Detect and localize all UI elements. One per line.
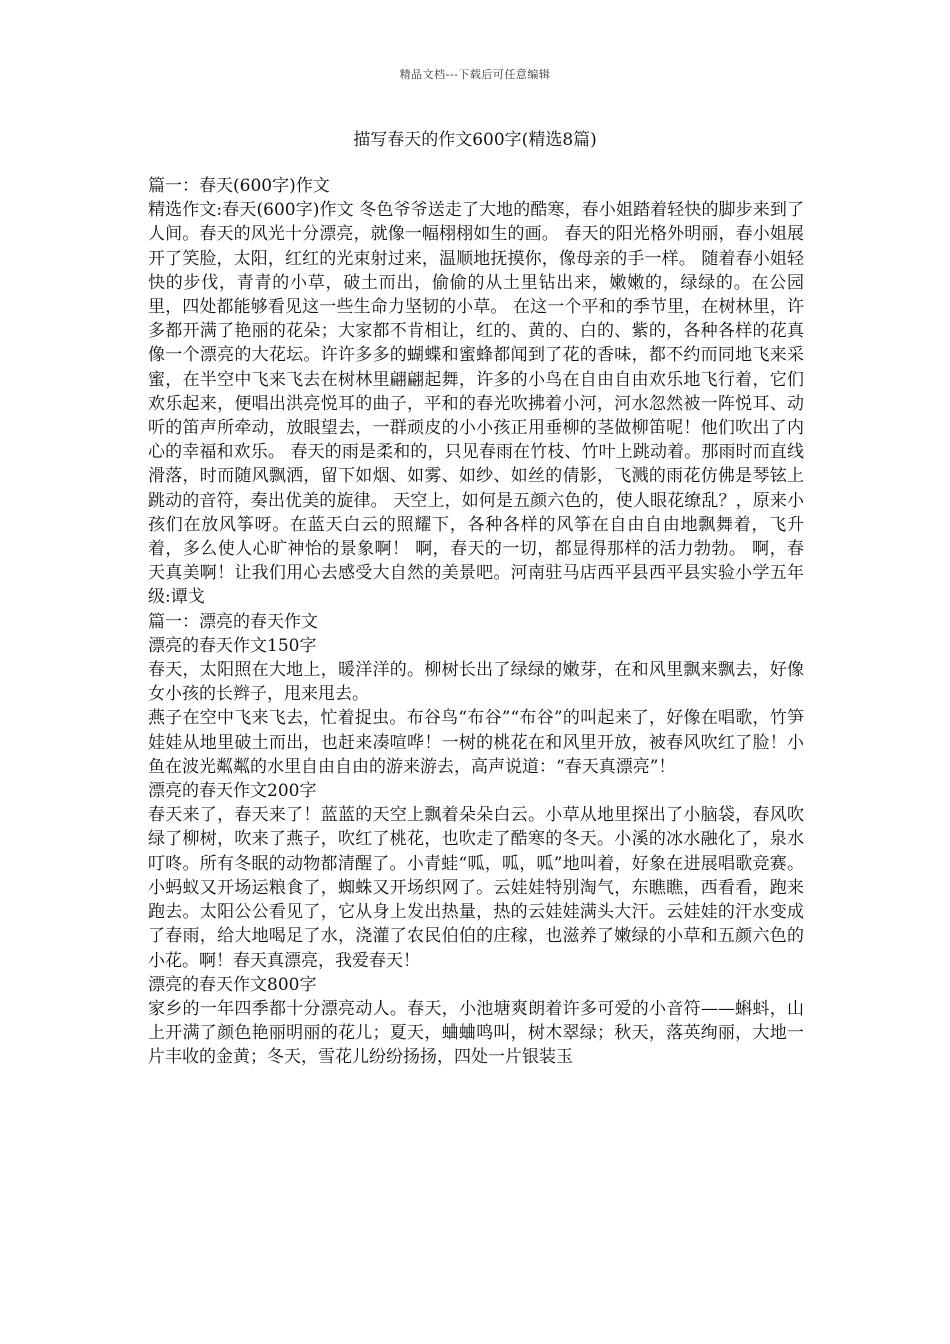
subsection-heading: 漂亮的春天作文800字 bbox=[148, 974, 317, 995]
body-paragraph: 家乡的一年四季都十分漂亮动人。春天，小池塘爽朗着许多可爱的小音符——蝌蚪，山上开满了颜色艳丽明丽的花儿；夏天，蛐蛐鸣叫，树木翠绿；秋天，落英绚丽，大地一片丰收的金黄；冬天，雪花儿纷纷扬扬，四处一片银装玉 bbox=[148, 998, 804, 1068]
body-paragraph: 春天来了，春天来了！蓝蓝的天空上飘着朵朵白云。小草从地里探出了小脑袋，春风吹绿了柳树，吹来了燕子，吹红了桃花，也吹走了酷寒的冬天。小溪的冰水融化了，泉水叮咚。所有冬眠的动物都清醒了。小青蛙“呱，呱，呱”地叫着，好象在进展唱歌竞赛。小蚂蚁又开场运粮食了，蜘蛛又开场织网了。云娃娃特别淘气，东瞧瞧，西看看，跑来跑去。太阳公公看见了，它从身上发出热量，热的云娃娃满头大汗。云娃娃的汗水变成了春雨，给大地喝足了水，浇灌了农民伯伯的庄稼，也滋养了嫩绿的小草和五颜六色的小花。啊！春天真漂亮，我爱春天！ bbox=[148, 805, 804, 971]
document-title: 描写春天的作文600字(精选8篇) bbox=[353, 130, 597, 150]
subsection-heading: 漂亮的春天作文200字 bbox=[148, 781, 317, 802]
section-heading: 篇一：漂亮的春天作文 bbox=[148, 611, 318, 632]
header-note: 精品文档---下载后可任意编辑 bbox=[399, 68, 551, 81]
body-paragraph: 精选作文:春天(600字)作文 冬色爷爷送走了大地的酷寒，春小姐踏着轻快的脚步来到了人间。春天的风光十分漂亮，就像一幅栩栩如生的画。 春天的阳光格外明丽，春小姐展开了笑脸，太阳，红红的光束射过来，温顺地抚摸你，像母亲的手一样。 随着春小姐轻快的步伐，青青的小草，破土而出，偷偷的从土里钻出来，嫩嫩的，绿绿的。在公园里，四处都能够看见这一些生命力坚韧的小草。 在这一个平和的季节里，在树林里，许多都开满了艳丽的花朵；大家都不肯相让，红的、黄的、白的、紫的，各种各样的花真像一个漂亮的大花坛。许许多多的蝴蝶和蜜蜂都闻到了花的香味，都不约而同地飞来采蜜，在半空中飞来飞去在树林里翩翩起舞，许多的小鸟在自由自由欢乐地飞行着，它们欢乐起来，便唱出洪亮悦耳的曲子，平和的春光吹拂着小河，河水忽然被一阵悦耳、动听的笛声所牵动，放眼望去，一群顽皮的小小孩正用垂柳的茎做柳笛呢！他们吹出了内心的幸福和欢乐。 春天的雨是柔和的，只见春雨在竹枝、竹叶上跳动着。那雨时而直线滑落，时而随风飘洒，留下如烟、如雾、如纱、如丝的倩影，飞溅的雨花仿佛是琴铉上跳动的音符，奏出优美的旋律。 天空上，如何是五颜六色的，使人眼花缭乱？，原来小孩们在放风筝呀。在蓝天白云的照耀下，各种各样的风筝在自由自由地飘舞着，飞升着，多么使人心旷神怡的景象啊！ 啊，春天的一切，都显得那样的活力勃勃。 啊，春天真美啊！让我们用心去感受大自然的美景吧。河南驻马店西平县西平县实验小学五年级:谭戈 bbox=[148, 200, 804, 608]
document-body bbox=[148, 174, 804, 1070]
subsection-heading: 漂亮的春天作文150字 bbox=[148, 635, 317, 656]
section-heading: 篇一：春天(600字)作文 bbox=[148, 176, 330, 196]
body-paragraph: 燕子在空中飞来飞去，忙着捉虫。布谷鸟“布谷”“布谷”的叫起来了，好像在唱歌，竹笋娃娃从地里破土而出，也赶来凑喧哗！一树的桃花在和风里开放，被春风吹红了脸！小鱼在波光粼粼的水里自由自由的游来游去，高声说道：“春天真漂亮”！ bbox=[148, 708, 804, 777]
body-paragraph: 春天，太阳照在大地上，暖洋洋的。柳树长出了绿绿的嫩芽，在和风里飘来飘去，好像女小孩的长辫子，甩来甩去。 bbox=[148, 660, 804, 705]
